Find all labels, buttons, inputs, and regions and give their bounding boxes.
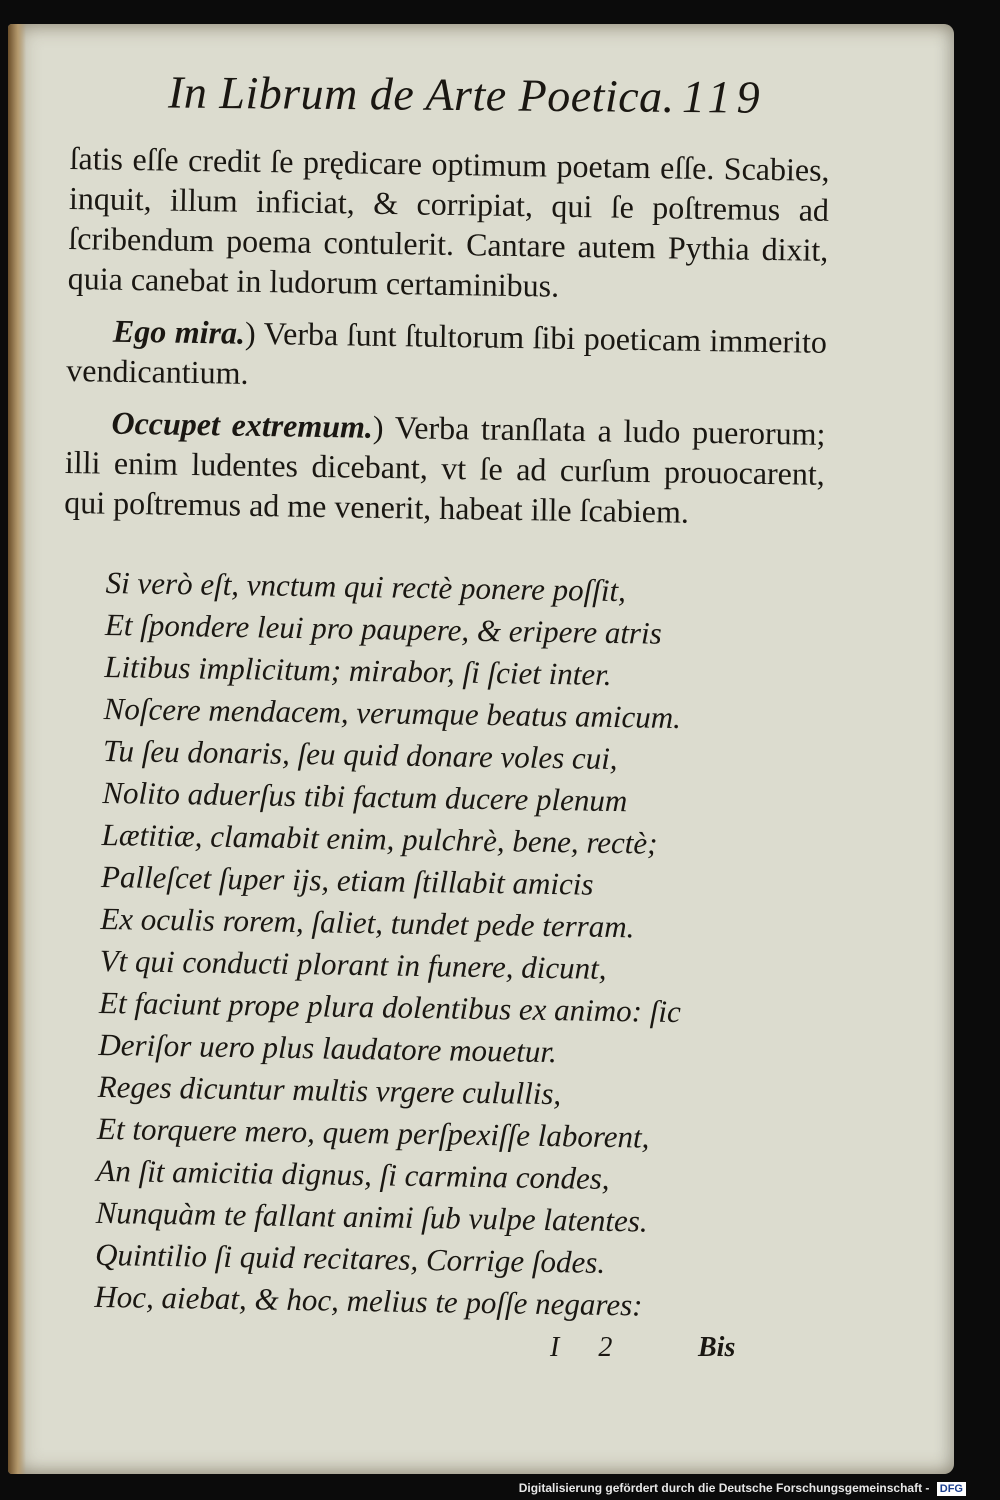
gloss-text: ) Verba ſunt ſtultorum ſibi poeticam immerito vendicantium. (66, 314, 828, 391)
page-content (63, 66, 830, 1372)
lemma: Occupet extremum. (111, 404, 374, 445)
book-spine-edge (8, 24, 26, 1474)
book-page (8, 24, 954, 1474)
verse-line: Reges dicuntur multis vrgere culullis, (97, 1068, 562, 1112)
credit-text: Digitalisierung gefördert durch die Deutsche Forschungsgemeinschaft - (518, 1481, 930, 1495)
verse-line: Nunquàm te fallant animi ſub vulpe latentes. (95, 1194, 648, 1239)
verse-line: An ſit amicitia dignus, ſi carmina condes, (96, 1152, 610, 1196)
catchword: Bis (698, 1332, 736, 1363)
verse-line: Si verò eſt, vnctum qui rectè ponere poſſit, (105, 564, 627, 609)
running-title: In Librum de Arte Poetica. (167, 66, 675, 122)
verse-line: Litibus implicitum; mirabor, ſi ſciet inter. (104, 648, 612, 692)
commentary-text (64, 138, 830, 534)
verse-line: Quintilio ſi quid recitares, Corrige ſodes. (94, 1236, 606, 1280)
verse-line: Deriſor uero plus laudatore mouetur. (98, 1026, 558, 1070)
dfg-logo: DFG (937, 1482, 966, 1496)
lemma: Ego mira. (112, 312, 246, 351)
verse-line: Palleſcet ſuper ijs, etiam ſtillabit amicis (100, 858, 594, 902)
verse-line: Tu ſeu donaris, ſeu quid donare voles cui, (102, 732, 618, 777)
verse-block (94, 562, 830, 1329)
running-header (70, 65, 831, 142)
commentary-paragraph-2 (66, 310, 827, 402)
page-footer (70, 1332, 830, 1372)
gloss-text: ) Verba tranſlata a ludo puerorum; illi enim ludentes dicebant, vt ſe ad curſum prouocarent, qui poſtremus ad me venerit, habeat ille ſcabiem. (63, 408, 826, 530)
digitization-credit (519, 1478, 966, 1498)
page-number: 119 (681, 71, 766, 123)
verse-line: Nolito aduerſus tibi factum ducere plenum (102, 774, 628, 819)
verse-line: Et ſpondere leui pro paupere, & eripere atris (104, 606, 662, 651)
commentary-paragraph-3 (64, 402, 826, 534)
commentary-paragraph-1: ſatis eſſe credit ſe prędicare optimum poetam eſſe. Scabies, inquit, illum inficiat, & corripiat, qui ſe poſtremus ad ſcribendum poema contulerit. Cantare autem Pythia dixit, quia canebat in ludorum certaminibus. (67, 139, 830, 304)
verse-line: Et torquere mero, quem perſpexiſſe laborent, (96, 1110, 650, 1155)
verse-line: Vt qui conducti plorant in funere, dicunt, (99, 942, 607, 986)
verse-line: Ex oculis rorem, ſaliet, tundet pede terram. (100, 900, 635, 945)
verse-line: Noſcere mendacem, verumque beatus amicum. (103, 690, 682, 736)
signature-mark: I 2 (550, 1332, 629, 1363)
verse-line: Lætitiæ, clamabit enim, pulchrè, bene, rectè; (101, 816, 658, 861)
verse-line: Hoc, aiebat, & hoc, melius te poſſe negares: (94, 1278, 643, 1323)
verse-line: Et faciunt prope plura dolentibus ex animo: ſic (98, 984, 682, 1030)
